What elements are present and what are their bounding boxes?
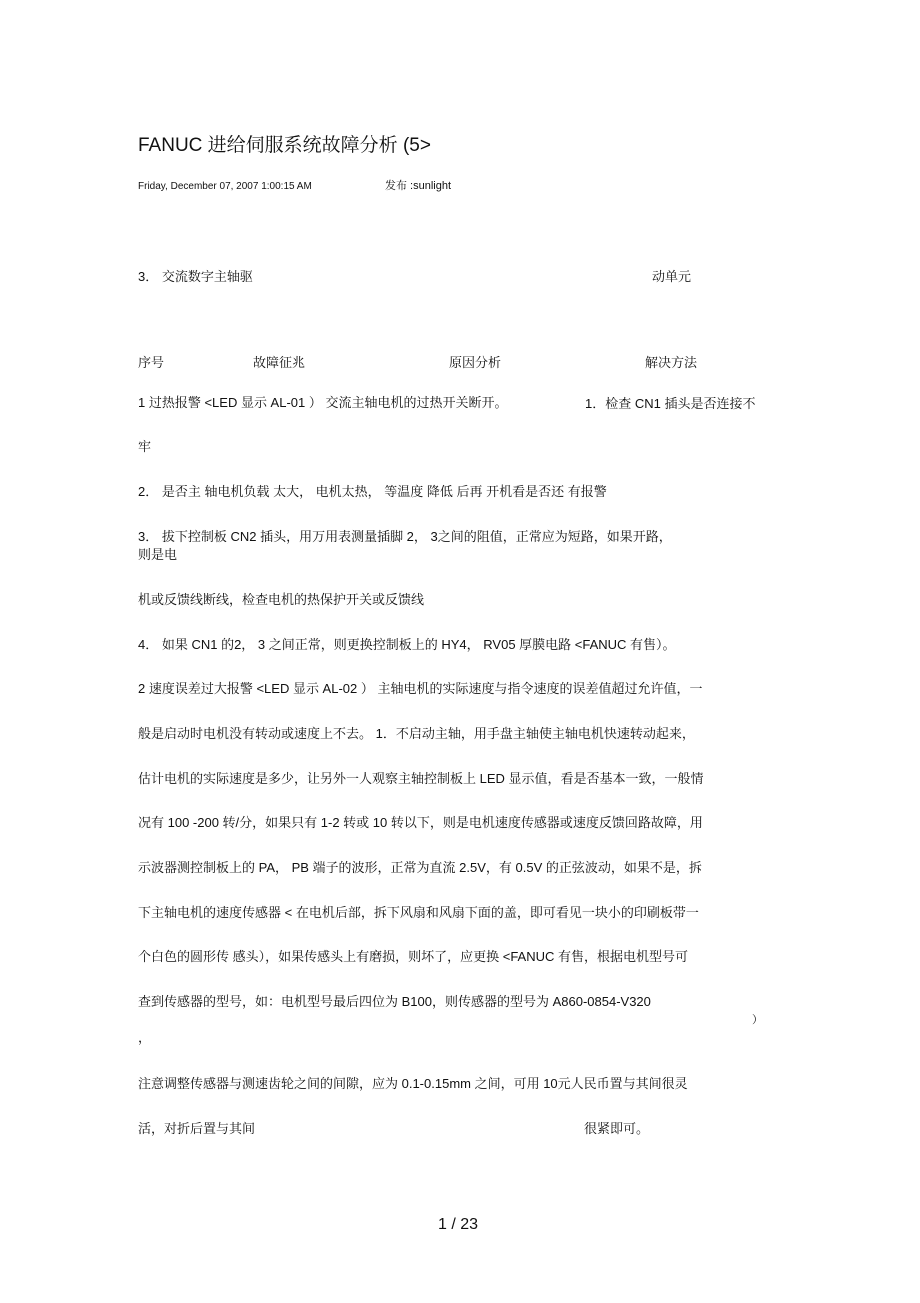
text-line: ，: [138, 1030, 152, 1045]
column-header-symptom: 故障征兆: [253, 355, 306, 370]
page-title: FANUC 进给伺服系统故障分析 (5>: [138, 135, 431, 156]
section-heading-left: 3． 交流数字主轴驱: [138, 269, 253, 284]
text-line: 则是电: [138, 547, 178, 562]
text-line: 示波器测控制板上的 PA， PB 端子的波形，正常为直流 2.5V，有 0.5V 的正弦波动，如果不是，拆: [138, 860, 702, 875]
column-header-solution: 解决方法: [645, 355, 698, 370]
text-line: 估计电机的实际速度是多少，让另外一人观察主轴控制板上 LED 显示值，看是否基本一致，一般情: [138, 771, 704, 786]
text-line: 个白色的圆形传 感头），如果传感头上有磨损，则坏了，应更换 <FANUC 有售，根据电机型号可: [138, 949, 688, 964]
text-line: 1．检查 CN1 插头是否连接不: [585, 396, 756, 411]
text-line: ）: [752, 1014, 763, 1026]
text-line: 般是启动时电机没有转动或速度上不去。 1．不启动主轴，用手盘主轴使主轴电机快速转动起来，: [138, 726, 695, 741]
publish-date: Friday, December 07, 2007 1:00:15 AM: [138, 181, 312, 192]
section-heading-right: 动单元: [652, 269, 692, 284]
text-line: 活，对折后置与其间: [138, 1121, 256, 1136]
text-line: 查到传感器的型号，如：电机型号最后四位为 B100，则传感器的型号为 A860-0854-V320: [138, 994, 651, 1009]
publisher: 发布 :sunlight: [385, 180, 452, 192]
column-header-index: 序号: [138, 355, 165, 370]
text-line: 2． 是否主 轴电机负载 太大， 电机太热， 等温度 降低 后再 开机看是否还 有报警: [138, 484, 607, 499]
text-line: 注意调整传感器与测速齿轮之间的间隙，应为 0.1-0.15mm 之间，可用 10元人民币置与其间很灵: [138, 1076, 688, 1091]
text-line: 3． 拔下控制板 CN2 插头，用万用表测量插脚 2， 3之间的阻值，正常应为短路，如果开路，: [138, 529, 672, 544]
text-line: 下主轴电机的速度传感器 < 在电机后部，拆下风扇和风扇下面的盖，即可看见一块小的印刷板带一: [138, 905, 699, 920]
text-line: 2 速度误差过大报警 <LED 显示 AL-02 ） 主轴电机的实际速度与指令速度的误差值超过允许值，一: [138, 681, 703, 696]
text-line: 很紧即可。: [584, 1121, 650, 1136]
page-number: 1 / 23: [438, 1216, 479, 1233]
text-line: 牢: [138, 439, 152, 454]
text-line: 况有 100 -200 转/分，如果只有 1-2 转或 10 转以下，则是电机速度传感器或速度反馈回路故障，用: [138, 815, 703, 830]
text-line: 4． 如果 CN1 的2， 3 之间正常，则更换控制板上的 HY4， RV05 厚膜电路 <FANUC 有售）。: [138, 637, 676, 652]
text-line: 1 过热报警 <LED 显示 AL-01 ） 交流主轴电机的过热开关断开。: [138, 395, 508, 410]
column-header-cause: 原因分析: [449, 355, 502, 370]
text-line: 机或反馈线断线，检查电机的热保护开关或反馈线: [138, 592, 425, 607]
